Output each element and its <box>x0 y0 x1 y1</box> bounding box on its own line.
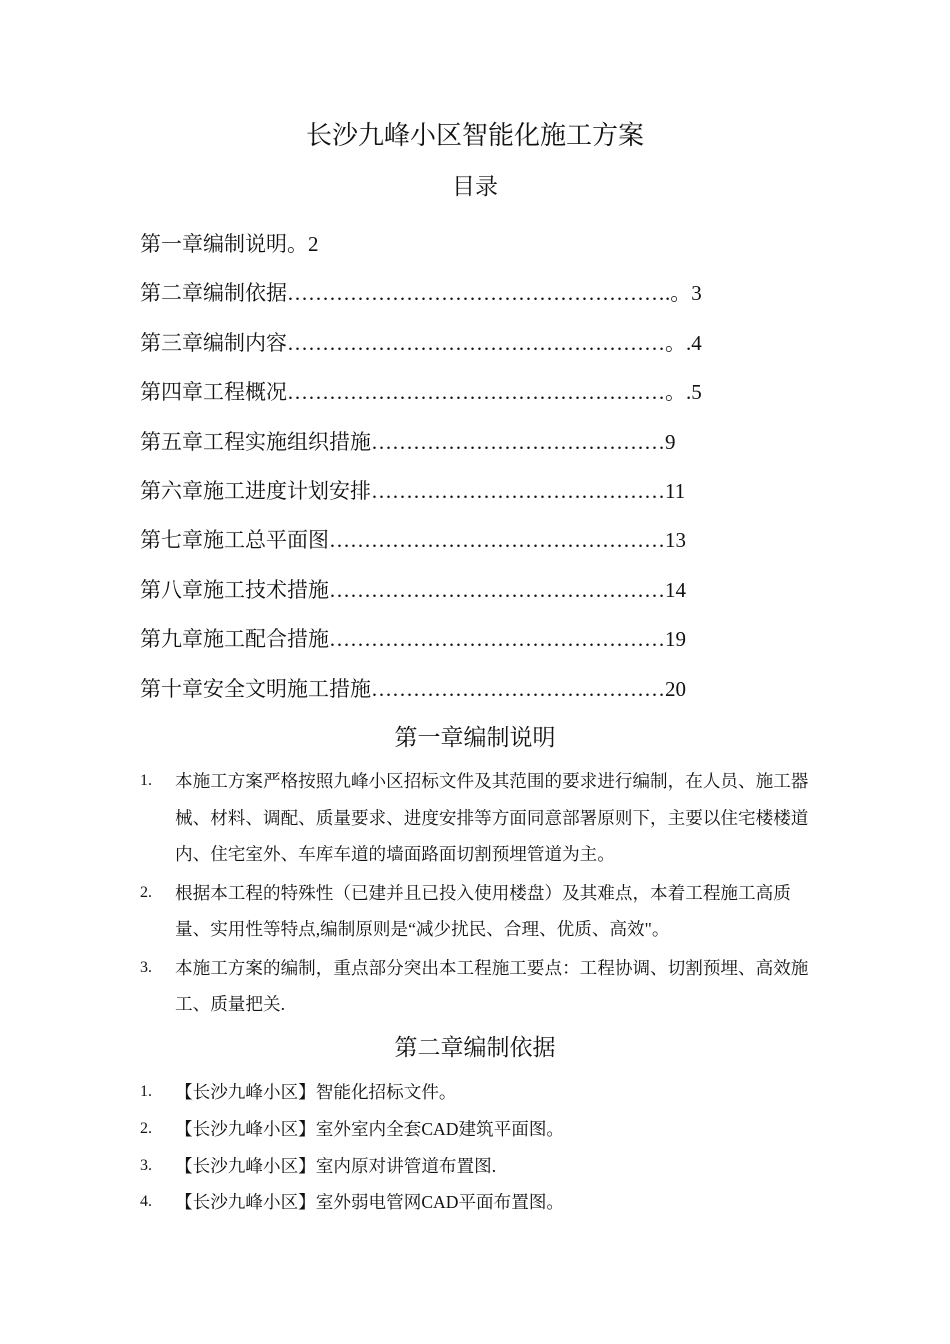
chapter2-list <box>140 1074 820 1221</box>
toc-leader: ………………………………………… <box>329 627 665 652</box>
list-item-text: 本施工方案严格按照九峰小区招标文件及其范围的要求进行编制，在人员、施工器械、材料、调配、质量要求、进度安排等方面同意部署原则下，主要以住宅楼楼道内、住宅室外、车库车道的墙面路面切割预埋管道为主。 <box>175 771 809 864</box>
toc-chapter: 第九章施工配合措施 <box>140 627 329 652</box>
toc-entry <box>140 325 840 374</box>
toc-chapter: 第三章编制内容 <box>140 330 287 355</box>
chapter2-heading: 第二章编制依据 <box>394 1035 556 1060</box>
toc-entry <box>140 522 840 571</box>
toc-leader: ……………………………………………….。 <box>287 281 692 306</box>
toc-chapter: 第十章安全文明施工措施 <box>140 676 371 701</box>
list-item-number: 3. <box>140 1156 152 1174</box>
table-of-contents <box>140 226 840 720</box>
toc-entry <box>140 226 840 275</box>
list-item-text: 【长沙九峰小区】室外室内全套CAD建筑平面图。 <box>175 1118 565 1139</box>
toc-chapter: 第四章工程概况 <box>140 380 287 405</box>
list-item-text: 本施工方案的编制，重点部分突出本工程施工要点：工程协调、切割预埋、高效施工、质量把关. <box>175 957 809 1014</box>
toc-leader: 。 <box>287 232 308 256</box>
toc-page: 11 <box>665 478 686 503</box>
toc-page: 19 <box>665 627 686 652</box>
toc-chapter: 第六章施工进度计划安排 <box>140 478 371 503</box>
list-item-number: 4. <box>140 1193 152 1211</box>
list-item-text: 【长沙九峰小区】室内原对讲管道布置图. <box>175 1155 497 1176</box>
toc-leader: …………………………………… <box>371 429 665 454</box>
list-item-number: 3. <box>140 958 152 976</box>
toc-entry <box>140 473 840 522</box>
toc-chapter: 第二章编制依据 <box>140 281 287 306</box>
toc-entry <box>140 424 840 473</box>
toc-entry <box>140 374 840 423</box>
toc-page: 9 <box>665 429 676 454</box>
toc-entry <box>140 572 840 621</box>
document-title: 长沙九峰小区智能化施工方案 <box>305 121 644 150</box>
list-item-text: 【长沙九峰小区】智能化招标文件。 <box>175 1082 457 1102</box>
toc-entry <box>140 621 840 670</box>
toc-page: 2 <box>308 232 319 256</box>
toc-chapter: 第七章施工总平面图 <box>140 528 329 553</box>
chapter1-heading: 第一章编制说明 <box>394 725 556 750</box>
toc-leader: ………………………………………… <box>329 577 665 602</box>
toc-chapter: 第八章施工技术措施 <box>140 577 329 602</box>
toc-entry <box>140 275 840 324</box>
toc-page: 3 <box>691 281 702 306</box>
chapter1-list <box>140 763 820 1023</box>
toc-chapter: 第一章编制说明 <box>140 232 287 256</box>
toc-page: 5 <box>691 380 702 405</box>
toc-page: 14 <box>665 577 686 602</box>
toc-leader: …………………………………… <box>371 676 665 701</box>
list-item-number: 1. <box>140 772 152 789</box>
toc-entry <box>140 671 840 720</box>
toc-page: 20 <box>665 676 686 701</box>
toc-leader: ………………………………………………。. <box>287 330 692 355</box>
list-item-text: 根据本工程的特殊性（已建并且已投入使用楼盘）及其难点，本着工程施工高质量、实用性等特点,编制原则是“减少扰民、合理、优质、高效"。 <box>175 882 791 939</box>
list-item <box>140 1074 820 1111</box>
list-item <box>140 875 820 948</box>
list-item-text: 【长沙九峰小区】室外弱电管网CAD平面布置图。 <box>175 1192 565 1213</box>
list-item-number: 2. <box>140 883 152 901</box>
list-item <box>140 763 820 873</box>
toc-leader: ………………………………………… <box>329 528 665 553</box>
toc-chapter: 第五章工程实施组织措施 <box>140 429 371 454</box>
toc-leader: ………………………………………………。. <box>287 380 692 405</box>
toc-leader: …………………………………… <box>371 478 665 503</box>
list-item <box>140 1111 820 1148</box>
list-item <box>140 1148 820 1185</box>
list-item <box>140 950 820 1023</box>
list-item-number: 1. <box>140 1083 152 1100</box>
toc-heading: 目录 <box>452 174 498 199</box>
list-item-number: 2. <box>140 1119 152 1137</box>
list-item <box>140 1184 820 1221</box>
toc-page: 13 <box>665 528 686 553</box>
toc-page: 4 <box>691 330 702 355</box>
